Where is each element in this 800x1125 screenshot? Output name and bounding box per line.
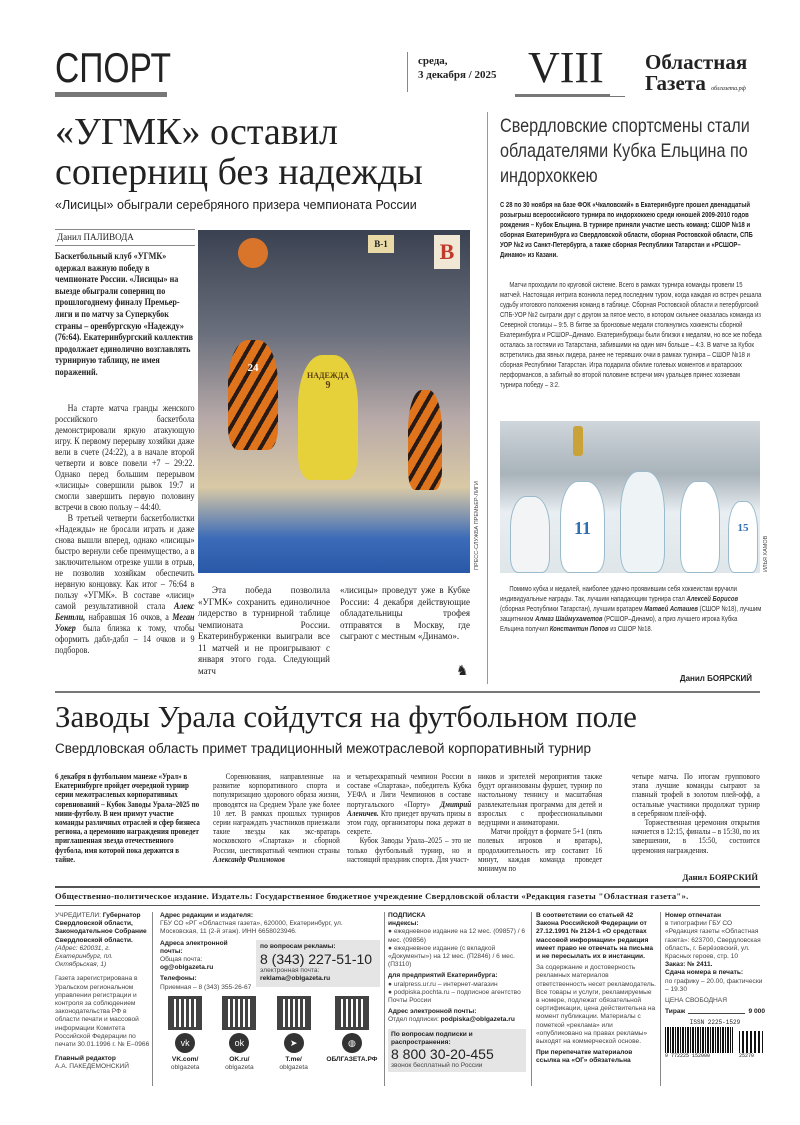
article2-body-end: Помимо кубка и медалей, наиболее удачно проявившим себя хоккеистам вручили индивидуальные награды. Так, лучшим нападающим турнира стал Алексей Борисов (сборная Республики Татарстан), лучшим вратарем Матвей Асташев (СШОР №18), лучшим защитником Алмаз Шаймухаметов (РСШОР–Динамо), а приз лучшего игрока Кубка Ельцина получил Константин Попов из СШОР №18.: [500, 584, 762, 633]
hockey-photo: 11 15: [500, 421, 760, 573]
publisher-line: Общественно-политическое издание. Издатель: Государственное бюджетное учреждение Свердловской области «Редакция газеты "Областная газета"».: [55, 891, 689, 901]
ok-icon: ok: [229, 1033, 249, 1053]
section-divider: [55, 691, 760, 693]
article2-lead: С 28 по 30 ноября на базе ФОК «Чкаловский» в Екатеринбурге прошел двенадцатый розыгрыш всероссийского турнира по индорхоккею среди юношей 2009-2010 годов рождения – Кубок Ельцина. В турнире приняли участие шесть команд: СШОР №18 и сборная Екатеринбурга из Свердловской области, сборная Ростовской области, СПБ УОР №2 из Санкт-Петербурга, а также сборная Республики Татарстан и «РСШОР–Динамо» из Казани.: [500, 200, 753, 259]
ads-box: по вопросам рекламы: 8 (343) 227-51-10 электронная почта: reklama@oblgazeta.ru: [256, 940, 380, 987]
page-underline: [515, 94, 610, 97]
date: 3 декабря / 2025: [418, 69, 497, 81]
ads-phone: 8 (343) 227-51-10: [260, 951, 373, 968]
article1-author: Данил ПАЛИВОДА: [57, 232, 134, 242]
article2-body: Матчи проходили по круговой системе. Всего в рамках турнира команды провели 15 матчей. Настоящая интрига возникла перед последним туром, когда каждая из встреч решала судьбу итогового положения команд в таблице. Сборная Ростовской области и петербургский СПБ-УОР №2 сыграли друг с другом за пятое место, в котором сильнее оказалась команда из Северной столицы – 9:5. В битве за бронзовые медали столкнулись хоккеисты сборной Екатеринбурга и РСШОР–Динамо. Екатеринбуржцы были близки к медалям, но все же победа осталась за гостями из Татарстана, забившими на один мяч больше – 4:3. В матче за Кубок встретились два явных лидера, ранее не терявших очки в рамках турнира – СШОР №18 и сборная Республики Татарстан. Игра подарила обилие голевых моментов и вратарских перформансов, а забитый во второй половине встречи мяч уральцев принес хозяевам турнира победу – 3:2.: [500, 280, 762, 389]
article2-author: Данил БОЯРСКИЙ: [679, 674, 752, 683]
article1-headline: «УГМК» оставил соперниц без надежды: [55, 111, 423, 193]
article1-col2: Эта победа позволила «УГМК» сохранить единоличное лидерство в турнирной таблице чемпионата России. Екатеринбурженки выиграли все 11 матчей и не проигрывают с января этого года. Следующий матч: [198, 585, 330, 676]
vk-icon: vk: [175, 1033, 195, 1053]
basketball: [238, 238, 268, 268]
barcode: ISSN 2225-1529 9 772225 152000 25270: [665, 1019, 765, 1060]
article3-col3: и четырехкратный чемпион России в составе «Спартака», победитель Кубка УЕФА и Лиги Чемпионов в составе португальского «Порту» Дмитрий Аленичев. Кто приедет вручать призы в этом году, организаторы пока держат в секрете. Кубок Заводы Урала–2025 – это не только футбольный турнир, но и настоящий праздник спорта. Для участ-: [347, 772, 472, 864]
article3-headline: Заводы Урала сойдутся на футбольном поле: [55, 699, 637, 734]
social-site[interactable]: ◍ ОБЛГАЗЕТА.РФ: [323, 996, 381, 1072]
trophy-cup: [573, 426, 583, 456]
telegram-icon: ➤: [284, 1033, 304, 1053]
article3-lead: 6 декабря в футбольном манеже «Урал» в Екатеринбурге пройдет очередной турнир серии межотраслевых корпоративных соревнований – Кубок Заводы Урала–2025 по мини-футболу. В нем примут участие команды различных отраслей и сфер бизнеса региона, а церемонию награждения проведет приглашенная звезда отечественного футбола, имя которой пока держится в тайне.: [55, 772, 200, 864]
header-divider: [407, 52, 408, 92]
social-telegram[interactable]: ➤ T.me/ oblgazeta: [269, 996, 319, 1072]
social-ok[interactable]: ok OK.ru/ oblgazeta: [214, 996, 264, 1072]
issue-date: [418, 54, 497, 82]
article1-photo-credit: ПРЕСС-СЛУЖБА ПРЕМЬЕР-ЛИГИ: [474, 481, 480, 570]
globe-icon: ◍: [342, 1033, 362, 1053]
weekday: среда,: [418, 55, 448, 67]
footer-contacts: Адрес редакции и издателя: ГБУ СО «РГ «Областная газета», 620000, Екатеринбург, ул. Московская, 11 (2-й этаж). ИНН 6658023946. Адреса электронной почты: Общая почта: og@oblgazeta.ru Телефоны: Приемная – 8 (343) 355-26-67: [160, 912, 343, 991]
article3-subhead: Свердловская область примет традиционный межотраслевой корпоративный турнир: [55, 741, 592, 756]
article1-subhead: «Лисицы» обыграли серебряного призера чемпионата России: [55, 198, 417, 212]
qr-code-icon: [168, 996, 202, 1030]
social-vk[interactable]: vk VK.com/ oblgazeta: [160, 996, 210, 1072]
qr-code-icon: [335, 996, 369, 1030]
page-number: VIII: [528, 43, 604, 92]
qr-code-icon: [277, 996, 311, 1030]
subscription-box: По вопросам подписки и распространения: 8 800 30-20-455 звонок бесплатный по России: [388, 1029, 526, 1073]
article3-col2: Соревнования, направленные на развитие корпоративного спорта и популяризацию здорового образа жизни, проводятся на Среднем Урале уже более 10 лет. В рамках прошлых турниров серии награждать участников приезжали такие звезды как экс-вратарь московского «Спартака» и сборной России, шестикратный чемпион страны Александр Филимонов: [213, 772, 340, 864]
article1-col3: «лисицы» проведут уже в Кубке России: 4 декабря действующие обладательницы трофея отправятся в Москву, где сыграют с местным «Динамо».: [340, 585, 470, 641]
footer-legal: В соответствии со статьей 42 Закона Российской Федерации от 27.12.1991 № 2124-1 «О средствах массовой информации» редакция имеет право не отвечать на письма и не пересылать их в инстанции. За содержание и достоверность рекламных материалов ответственность несет рекламодатель. Все товары и услуги, рекламируемые в номере, подлежат обязательной сертификации, цена действительна на момент публикации. Материалы с пометкой «реклама» или «опубликовано на правах рекламы» выходят на коммерческой основе. При перепечатке материалов ссылка на «ОГ» обязательна: [536, 912, 656, 1065]
footer-printing: Номер отпечатан в типографии ГБУ СО «Редакция газеты «Областная газета»: 623700, Свердловская область, г. Берёзовский, ул. Красных героев, стр. 10 Заказ: № 2411. Сдача номера в печать: по графику – 20.00, фактически – 19.30 ЦЕНА СВОБОДНАЯ Тираж 9 000 ISSN 2225-1529 9 772225 152000 25270: [665, 912, 765, 1060]
qr-code-icon: [222, 996, 256, 1030]
footer-subscription: ПОДПИСКА индексы: ● ежедневное издание на 12 мес. (09857) / 6 мес. (09856) ● ежедневное издание (с вкладкой «Документы») на 12 мес. (П2846) / 6 мес. (П3110) для предприятий Екатеринбурга: ● uralpress.ur.ru – интернет-магазин ● podpiska.pochta.ru – подписное агентство Почты России Адрес электронной почты: Отдел подписки: podpiska@oblgazeta.ru По вопросам подписки и распространения: 8 800 30-20-455 звонок бесплатный по России: [388, 912, 526, 1072]
column-divider: [487, 112, 488, 684]
subscription-email: Отдел подписки: podpiska@oblgazeta.ru: [388, 1016, 515, 1024]
circulation: Тираж 9 000: [665, 1008, 765, 1016]
article3-col5: четыре матча. По итогам группового этапа лучшие команды сыграют за главный трофей в золотом плей-офф, а остальные участники продолжат турнир в серебряном плей-офф. Торжественная церемония открытия начнется в 12:15, финалы – в 15:30, по их завершении, в 15:50, состоится церемония награждения.: [632, 772, 760, 855]
article1-lead: Баскетбольный клуб «УГМК» одержал важную победу в чемпионате России. «Лисицы» на выезде обыграли соперниц по прошлогоднему финалу Премьер-лиги и по матчу за Суперкубок страны – оренбургскую «Надежду» (76:64). Екатеринбургский коллектив продолжает единолично возглавлять турнирную таблицу, не имея поражений.: [55, 251, 194, 377]
article2-headline: Свердловские спортсмены стали обладателями Кубка Ельцина по индорхоккею: [500, 115, 750, 187]
article2-photo-credit: ИЛЬЯ ХАМОВ: [763, 535, 769, 572]
social-links: [158, 996, 383, 1072]
section-underline: [55, 92, 167, 97]
section-title: СПОРТ: [55, 44, 171, 91]
article3-col4: ников и зрителей мероприятия также будут организованы фуршет, турнир по настольному теннису и масштабная развлекательная программа для детей и взрослых с профессиональными ведущими и аниматорами. Матчи пройдут в формате 5+1 (пять полевых игроков и вратарь), продолжительность игр составит 16 минут, каждая команда проведет минимум по: [478, 772, 603, 874]
end-mark-icon: ♞: [456, 664, 469, 679]
article1-body: На старте матча гранды женского российского баскетбола демонстрировали яркую атакующую игру. К первому перерыву хозяйки даже вели в счете (24:22), а в начале второй четверти и вовсе повели +7 – 29:22. Однако перед большим перерывом «лисицы» совершили рывок 19:7 и смогли завершить первую половину встречи в свою пользу – 44:40. В третьей четверти баскетболистки «Надежды» не бросали играть и даже снова вышли вперед, однако «лисицы» быстро вернули себе преимущество, а в заключительном отрезке ушли в отрыв, не позволив хозяйкам обеспечить нервную концовку. Как итог – 76:64 в пользу «УГМК». В составе «лисиц» самой результативной стала Алекс Бентли, набравшая 16 очков, а Меган Уокер была близка к тому, чтобы оформить дабл-дабл – 14 очков и 9 подборов.: [55, 403, 195, 655]
newspaper-logo: Областная Газета облгазета.рф: [645, 50, 748, 95]
footer-founders: УЧРЕДИТЕЛИ: Губернатор Свердловской области, Законодательное Собрание Свердловской области. (Адрес: 620031, г. Екатеринбург, пл. Октябрьская, 1) Газета зарегистрирована в Уральском региональном управлении регистрации и контроля за соблюдением законодательства РФ в области печати и массовой информации Комитета Российской Федерации по печати 30.01.1996 г. № Е–0966 Главный редактор А.А. ПАКЕДЕМОНСКИЙ: [55, 912, 150, 1071]
article3-author: Данил БОЯРСКИЙ: [682, 872, 758, 882]
basketball-photo: B-1 B 24 НАДЕЖДА 9: [198, 230, 470, 573]
